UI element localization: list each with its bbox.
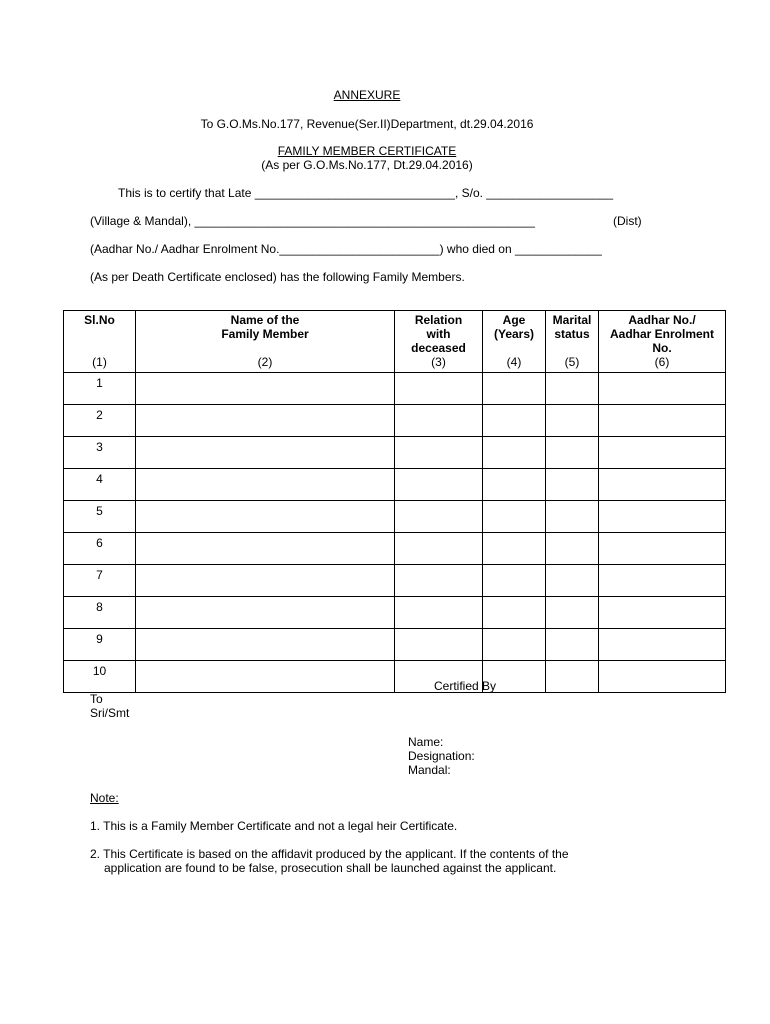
row-number: 2 — [64, 405, 136, 437]
village-mandal-line: (Village & Mandal), ___________________________________________________ — [90, 214, 535, 228]
column-number: (5) — [546, 355, 599, 373]
sri-smt-label: Sri/Smt — [90, 706, 130, 720]
header-sl-no-line: Sl.No — [84, 313, 115, 327]
age-cell[interactable] — [483, 373, 546, 405]
age-cell[interactable] — [483, 565, 546, 597]
as-per-reference: (As per G.O.Ms.No.177, Dt.29.04.2016) — [261, 158, 473, 172]
column-number-row — [64, 355, 726, 373]
age-cell[interactable] — [483, 405, 546, 437]
header-aadhar-line: Aadhar Enrolment — [609, 327, 714, 341]
marital-cell[interactable] — [546, 501, 599, 533]
marital-cell[interactable] — [546, 533, 599, 565]
aadhar-cell[interactable] — [599, 533, 726, 565]
relation-cell[interactable] — [395, 437, 483, 469]
marital-cell[interactable] — [546, 565, 599, 597]
row-number: 7 — [64, 565, 136, 597]
age-cell[interactable] — [483, 533, 546, 565]
table-row — [64, 565, 726, 597]
table-row — [64, 469, 726, 501]
name-cell[interactable] — [136, 469, 395, 501]
header-relation-line: Relation — [414, 313, 463, 327]
go-reference: To G.O.Ms.No.177, Revenue(Ser.II)Department, dt.29.04.2016 — [200, 117, 534, 131]
table-row — [64, 405, 726, 437]
name-cell[interactable] — [136, 437, 395, 469]
row-number: 8 — [64, 597, 136, 629]
header-relation — [395, 311, 483, 356]
note-item: 1. This is a Family Member Certificate and not a legal heir Certificate. — [90, 819, 458, 833]
name-cell[interactable] — [136, 373, 395, 405]
death-certificate-line: (As per Death Certificate enclosed) has the following Family Members. — [90, 270, 465, 284]
relation-cell[interactable] — [395, 405, 483, 437]
column-number: (4) — [483, 355, 546, 373]
aadhar-cell[interactable] — [599, 629, 726, 661]
header-name-line: Name of the — [230, 313, 300, 327]
relation-cell[interactable] — [395, 469, 483, 501]
name-cell[interactable] — [136, 597, 395, 629]
note-item-continuation: application are found to be false, prosecution shall be launched against the applicant. — [104, 861, 557, 875]
name-cell[interactable] — [136, 533, 395, 565]
header-age-line: (Years) — [493, 327, 535, 341]
name-cell[interactable] — [136, 501, 395, 533]
header-aadhar-line: No. — [652, 341, 672, 355]
header-name — [136, 311, 395, 356]
certified-by-label: Certified By — [434, 679, 497, 693]
header-marital — [546, 311, 599, 356]
aadhar-cell[interactable] — [599, 437, 726, 469]
certificate-title: FAMILY MEMBER CERTIFICATE — [277, 144, 457, 158]
aadhar-cell[interactable] — [599, 565, 726, 597]
header-age-line: Age — [502, 313, 526, 327]
aadhar-cell[interactable] — [599, 373, 726, 405]
marital-cell[interactable] — [546, 629, 599, 661]
row-number: 4 — [64, 469, 136, 501]
table-header-row — [64, 311, 726, 356]
table-row — [64, 661, 726, 693]
relation-cell[interactable] — [395, 373, 483, 405]
aadhar-cell[interactable] — [599, 661, 726, 693]
header-marital-line: status — [554, 327, 590, 341]
certify-line: This is to certify that Late ______________________________, S/o. ___________________ — [118, 186, 614, 200]
name-label: Name: — [408, 735, 444, 749]
aadhar-cell[interactable] — [599, 469, 726, 501]
table-row — [64, 629, 726, 661]
header-marital-line: Marital — [552, 313, 592, 327]
row-number: 3 — [64, 437, 136, 469]
row-number: 9 — [64, 629, 136, 661]
aadhar-line: (Aadhar No./ Aadhar Enrolment No.________________________) who died on _____________ — [90, 242, 602, 256]
to-label: To — [90, 692, 103, 706]
relation-cell[interactable] — [395, 501, 483, 533]
note-heading: Note: — [90, 791, 119, 805]
header-aadhar-line: Aadhar No./ — [628, 313, 696, 327]
age-cell[interactable] — [483, 437, 546, 469]
marital-cell[interactable] — [546, 661, 599, 693]
relation-cell[interactable] — [395, 565, 483, 597]
age-cell[interactable] — [483, 469, 546, 501]
annexure-title: ANNEXURE — [333, 88, 401, 102]
aadhar-cell[interactable] — [599, 501, 726, 533]
table-row — [64, 501, 726, 533]
header-sl-no — [64, 311, 136, 356]
row-number: 6 — [64, 533, 136, 565]
marital-cell[interactable] — [546, 437, 599, 469]
age-cell[interactable] — [483, 597, 546, 629]
family-members-table — [63, 310, 726, 693]
relation-cell[interactable] — [395, 629, 483, 661]
note-item: 2. This Certificate is based on the affidavit produced by the applicant. If the contents of the — [90, 847, 569, 861]
header-name-line: Family Member — [221, 327, 309, 341]
table-row — [64, 373, 726, 405]
header-age — [483, 311, 546, 356]
aadhar-cell[interactable] — [599, 405, 726, 437]
column-number: (6) — [599, 355, 726, 373]
table-row — [64, 437, 726, 469]
name-cell[interactable] — [136, 661, 395, 693]
relation-cell[interactable] — [395, 533, 483, 565]
row-number: 10 — [64, 661, 136, 693]
mandal-label: Mandal: — [408, 763, 451, 777]
age-cell[interactable] — [483, 501, 546, 533]
row-number: 5 — [64, 501, 136, 533]
designation-label: Designation: — [408, 749, 475, 763]
name-cell[interactable] — [136, 629, 395, 661]
header-relation-line: with — [426, 327, 451, 341]
aadhar-cell[interactable] — [599, 597, 726, 629]
age-cell[interactable] — [483, 629, 546, 661]
row-number: 1 — [64, 373, 136, 405]
dist-label: (Dist) — [613, 214, 642, 228]
column-number: (2) — [136, 355, 395, 373]
column-number: (1) — [64, 355, 136, 373]
relation-cell[interactable] — [395, 597, 483, 629]
header-relation-line: deceased — [411, 341, 466, 355]
header-aadhar — [599, 311, 726, 356]
marital-cell[interactable] — [546, 373, 599, 405]
name-cell[interactable] — [136, 405, 395, 437]
marital-cell[interactable] — [546, 405, 599, 437]
table-row — [64, 597, 726, 629]
column-number: (3) — [395, 355, 483, 373]
marital-cell[interactable] — [546, 469, 599, 501]
marital-cell[interactable] — [546, 597, 599, 629]
table-row — [64, 533, 726, 565]
name-cell[interactable] — [136, 565, 395, 597]
